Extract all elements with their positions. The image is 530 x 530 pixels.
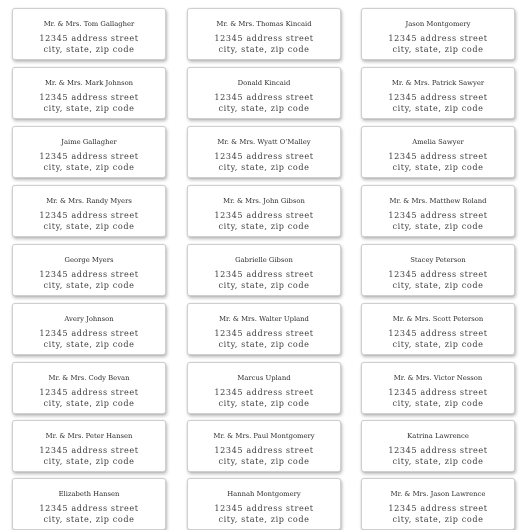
recipient-name: Mr. & Mrs. Peter Hansen — [45, 432, 133, 440]
city-state-zip: city, state, zip code — [218, 455, 310, 466]
address-label — [361, 8, 515, 60]
street-address: 12345 address street — [39, 33, 139, 43]
city-state-zip: city, state, zip code — [392, 220, 484, 231]
street-address: 12345 address street — [388, 503, 488, 513]
city-state-zip: city, state, zip code — [218, 513, 310, 524]
address-label — [187, 244, 341, 296]
address-label — [12, 244, 166, 296]
city-state-zip: city, state, zip code — [218, 397, 310, 408]
street-address: 12345 address street — [388, 328, 488, 338]
street-address: 12345 address street — [388, 92, 488, 102]
city-state-zip: city, state, zip code — [43, 161, 135, 172]
recipient-name: Marcus Upland — [237, 374, 291, 382]
address-label — [187, 420, 341, 472]
recipient-name: Jason Montgomery — [405, 20, 471, 28]
address-label — [187, 185, 341, 237]
city-state-zip: city, state, zip code — [392, 338, 484, 349]
recipient-name: Mr. & Mrs. Jason Lawrence — [390, 490, 486, 498]
street-address: 12345 address street — [39, 445, 139, 455]
recipient-name: Jaime Gallagher — [61, 138, 117, 146]
address-label — [187, 303, 341, 355]
address-label — [361, 126, 515, 178]
city-state-zip: city, state, zip code — [43, 513, 135, 524]
street-address: 12345 address street — [39, 387, 139, 397]
recipient-name: Gabrielle Gibson — [235, 256, 293, 264]
recipient-name: Elizabeth Hansen — [58, 490, 120, 498]
address-label — [361, 67, 515, 119]
address-label — [361, 420, 515, 472]
address-label — [361, 185, 515, 237]
recipient-name: Mr. & Mrs. Patrick Sawyer — [391, 79, 485, 87]
address-label — [187, 362, 341, 414]
city-state-zip: city, state, zip code — [392, 455, 484, 466]
street-address: 12345 address street — [388, 210, 488, 220]
street-address: 12345 address street — [214, 92, 314, 102]
city-state-zip: city, state, zip code — [43, 397, 135, 408]
recipient-name: Mr. & Mrs. Mark Johnson — [44, 79, 134, 87]
recipient-name: Mr. & Mrs. Thomas Kincaid — [216, 20, 312, 28]
recipient-name: Stacey Peterson — [410, 256, 466, 264]
recipient-name: Mr. & Mrs. Scott Peterson — [392, 315, 484, 323]
city-state-zip: city, state, zip code — [43, 102, 135, 113]
recipient-name: Hannah Montgomery — [227, 490, 301, 498]
recipient-name: Katrina Lawrence — [407, 432, 469, 440]
city-state-zip: city, state, zip code — [392, 161, 484, 172]
city-state-zip: city, state, zip code — [392, 279, 484, 290]
address-label — [187, 67, 341, 119]
recipient-name: Mr. & Mrs. Tom Gallagher — [43, 20, 135, 28]
address-label — [361, 478, 515, 530]
address-label — [12, 67, 166, 119]
recipient-name: Mr. & Mrs. Matthew Roland — [389, 197, 487, 205]
street-address: 12345 address street — [39, 269, 139, 279]
street-address: 12345 address street — [214, 445, 314, 455]
address-label — [12, 303, 166, 355]
city-state-zip: city, state, zip code — [218, 220, 310, 231]
city-state-zip: city, state, zip code — [392, 513, 484, 524]
city-state-zip: city, state, zip code — [392, 102, 484, 113]
address-label — [12, 420, 166, 472]
street-address: 12345 address street — [214, 151, 314, 161]
recipient-name: Mr. & Mrs. Walter Upland — [219, 315, 309, 323]
street-address: 12345 address street — [39, 503, 139, 513]
address-label — [361, 303, 515, 355]
street-address: 12345 address street — [39, 92, 139, 102]
city-state-zip: city, state, zip code — [43, 220, 135, 231]
address-label — [187, 8, 341, 60]
street-address: 12345 address street — [388, 151, 488, 161]
address-label — [187, 478, 341, 530]
recipient-name: Donald Kincaid — [237, 79, 291, 87]
street-address: 12345 address street — [39, 328, 139, 338]
city-state-zip: city, state, zip code — [218, 161, 310, 172]
recipient-name: Mr. & Mrs. Victor Nesson — [393, 374, 483, 382]
city-state-zip: city, state, zip code — [218, 279, 310, 290]
city-state-zip: city, state, zip code — [43, 43, 135, 54]
street-address: 12345 address street — [388, 33, 488, 43]
recipient-name: Mr. & Mrs. Cody Bevan — [48, 374, 130, 382]
city-state-zip: city, state, zip code — [218, 338, 310, 349]
street-address: 12345 address street — [388, 387, 488, 397]
city-state-zip: city, state, zip code — [392, 397, 484, 408]
city-state-zip: city, state, zip code — [392, 43, 484, 54]
address-label — [361, 362, 515, 414]
recipient-name: Mr. & Mrs. Randy Myers — [46, 197, 132, 205]
city-state-zip: city, state, zip code — [43, 455, 135, 466]
street-address: 12345 address street — [214, 269, 314, 279]
address-label — [12, 185, 166, 237]
address-label — [12, 362, 166, 414]
street-address: 12345 address street — [388, 269, 488, 279]
street-address: 12345 address street — [214, 503, 314, 513]
recipient-name: Avery Johnson — [64, 315, 114, 323]
address-label — [12, 126, 166, 178]
street-address: 12345 address street — [214, 328, 314, 338]
street-address: 12345 address street — [214, 33, 314, 43]
address-label — [12, 8, 166, 60]
street-address: 12345 address street — [39, 151, 139, 161]
city-state-zip: city, state, zip code — [218, 43, 310, 54]
street-address: 12345 address street — [39, 210, 139, 220]
street-address: 12345 address street — [388, 445, 488, 455]
address-label — [361, 244, 515, 296]
street-address: 12345 address street — [214, 387, 314, 397]
address-label — [187, 126, 341, 178]
recipient-name: Mr. & Mrs. Paul Montgomery — [213, 432, 315, 440]
recipient-name: Mr. & Mrs. John Gibson — [223, 197, 305, 205]
city-state-zip: city, state, zip code — [218, 102, 310, 113]
address-label — [12, 478, 166, 530]
recipient-name: George Myers — [64, 256, 114, 264]
recipient-name: Mr. & Mrs. Wyatt O’Malley — [217, 138, 311, 146]
street-address: 12345 address street — [214, 210, 314, 220]
city-state-zip: city, state, zip code — [43, 279, 135, 290]
city-state-zip: city, state, zip code — [43, 338, 135, 349]
recipient-name: Amelia Sawyer — [412, 138, 464, 146]
